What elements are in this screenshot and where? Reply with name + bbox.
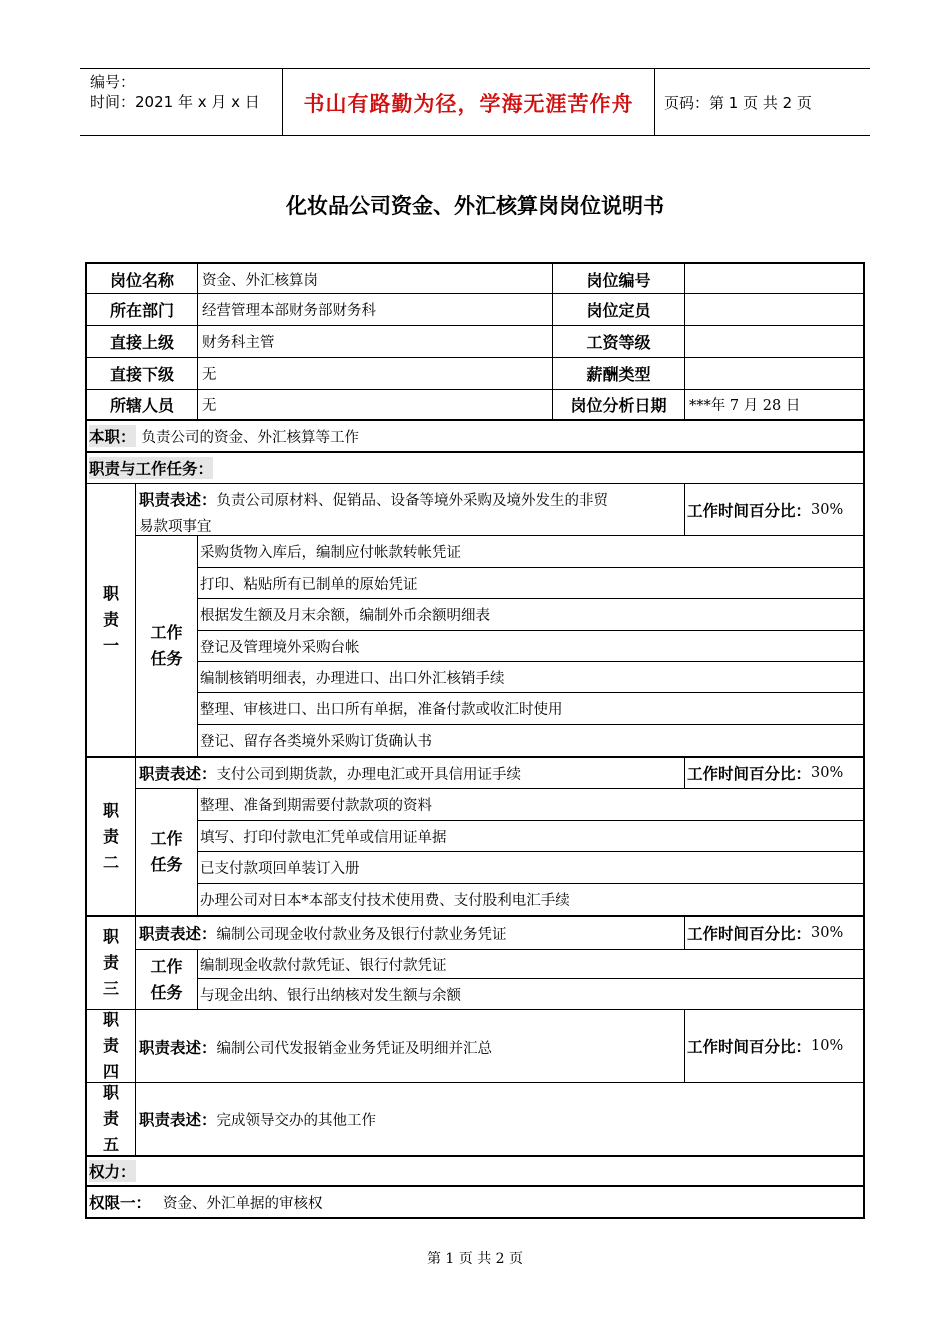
duty-3-task: 编制现金收款付款凭证、银行付款凭证 [200,957,447,974]
authority-item [87,1187,863,1217]
label-pay-type: 薪酬类型 [586,365,651,384]
label-analysis-date: 岗位分析日期 [570,396,667,415]
page-footer: 第 1 页 共 2 页 [426,1251,524,1267]
duty-2-task-label: 工作 任务 [150,829,183,874]
duty-5-label: 职 责 五 [102,1083,119,1154]
header-bottom-rule [80,135,870,136]
duty-1-task: 打印、粘贴所有已制单的原始凭证 [200,576,418,593]
value-analysis-date: ***年 7 月 28 日 [689,398,801,414]
label-superior: 直接上级 [109,333,174,352]
duty-4-time-share: 工作时间百分比： 10% [687,1038,844,1056]
duty-4-label: 职 责 四 [102,1010,119,1081]
value-department: 经营管理本部财务部财务科 [202,303,376,319]
duty-3-time-share: 工作时间百分比： 30% [687,925,844,943]
duty-1-task-label: 工作 任务 [150,623,183,668]
duty-2-task: 填写、打印付款电汇凭单或信用证单据 [200,829,447,846]
duty-3-description: 职责表述： 编制公司现金收付款业务及银行付款业务凭证 [139,925,507,943]
value-salary-grade [685,326,863,357]
duty-summary-text: 负责公司的资金、外汇核算等工作 [141,429,360,446]
duty-2-task: 办理公司对日本*本部支付技术使用费、支付股利电汇手续 [200,893,570,909]
duties-header-row [87,453,863,483]
duty-1-task: 根据发生额及月末余额，编制外币余额明细表 [200,608,490,624]
duty-2-task: 整理、准备到期需要付款款项的资料 [200,798,432,814]
duty-2-label: 职 责 二 [102,800,119,872]
duty-5-description: 职责表述： 完成领导交办的其他工作 [139,1111,377,1129]
header-divider [654,68,655,135]
value-subordinate: 无 [202,367,217,383]
value-job-code [685,264,863,294]
duty-1-time-share: 工作时间百分比： 30% [687,501,844,520]
label-department: 所在部门 [109,301,174,320]
duty-3-task: 与现金出纳、银行出纳核对发生额与余额 [200,987,461,1004]
value-staff: 无 [202,398,217,414]
authority-header: 权力： [89,1160,136,1182]
label-job-title: 岗位名称 [109,270,174,290]
page-title: 化妆品公司资金、外汇核算岗岗位说明书 [286,194,664,218]
header-page-info: 页码：第 1 页 共 2 页 [664,94,812,112]
duty-2-time-share: 工作时间百分比： 30% [687,765,844,783]
label-subordinate: 直接下级 [109,365,174,384]
header-meta [90,72,260,112]
value-pay-type [685,358,863,389]
duty-1-task: 采购货物入库后，编制应付帐款转帐凭证 [200,545,461,561]
duty-1-task: 整理、审核进口、出口所有单据，准备付款或收汇时使用 [200,702,563,718]
duty-1-label: 职 责 一 [102,584,119,655]
header-motto: 书山有路勤为径，学海无涯苦作舟 [303,91,634,116]
duty-1-task: 登记及管理境外采购台帐 [200,639,360,656]
value-headcount [685,294,863,325]
label-headcount: 岗位定员 [586,301,651,320]
duty-summary-label: 本职： [89,425,136,447]
document-number-label: 编号： [90,73,136,91]
job-description-table [85,262,865,1219]
duties-header: 职责与工作任务： [89,457,213,479]
duty-summary-row [87,421,863,451]
duty-2-task: 已支付款项回单装订入册 [200,861,360,877]
label-staff: 所辖人员 [109,396,174,415]
authority-item-text: 资金、外汇单据的审核权 [163,1195,323,1212]
label-salary-grade: 工资等级 [586,333,651,352]
value-job-title: 资金、外汇核算岗 [202,272,318,289]
duty-3-label: 职 责 三 [102,927,119,998]
header-top-rule [80,68,870,69]
duty-3-task-label: 工作 任务 [150,956,183,1002]
authority-item-label: 权限一： [89,1194,152,1212]
document-date: 时间：2021 年 x 月 x 日 [90,93,260,111]
duty-1-task: 登记、留存各类境外采购订货确认书 [200,734,432,750]
duty-1-description: 职责表述：负责公司原材料、促销品、设备等境外采购及境外发生的非贸 易款项事宜 [139,491,609,535]
duty-2-description: 职责表述： 支付公司到期货款，办理电汇或开具信用证手续 [139,765,522,783]
authority-header-row [87,1157,863,1185]
duty-1-task: 编制核销明细表，办理进口、出口外汇核销手续 [200,670,505,687]
value-superior: 财务科主管 [202,335,275,351]
duty-4-description: 职责表述：编制公司代发报销金业务凭证及明细并汇总 [139,1039,493,1057]
label-job-code: 岗位编号 [586,270,651,290]
